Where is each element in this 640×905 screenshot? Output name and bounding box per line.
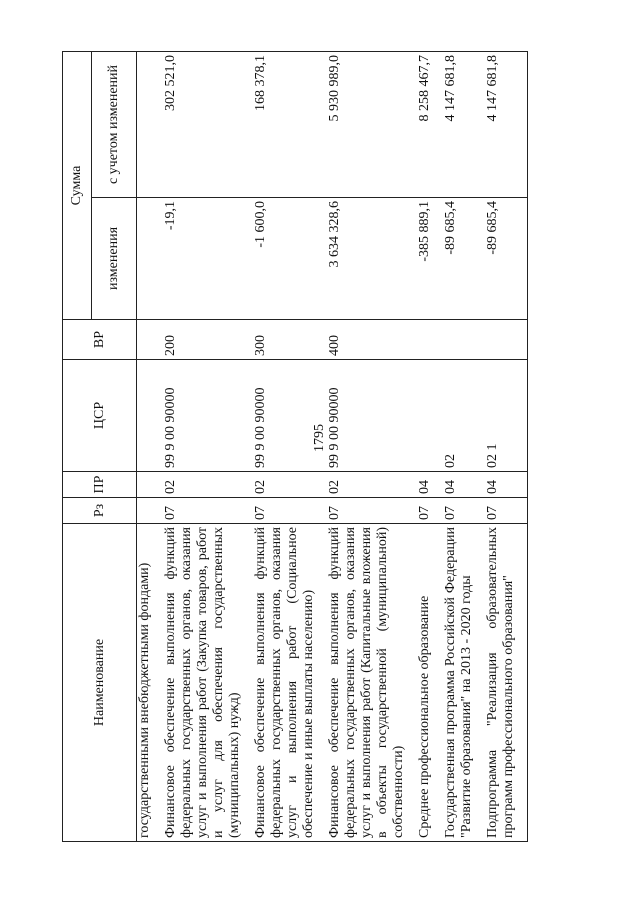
row-csr xyxy=(137,360,164,472)
row-name: государственными внебюджетными фондами) xyxy=(137,524,164,842)
row-vr xyxy=(485,320,528,360)
row-name: Финансовое обеспечение выполнения функций федеральных государственных органов, оказания услуг и выполнения работ (Капитальные вложения в объекты государственной (муниципальной) собственности) xyxy=(327,524,417,842)
row-rz: 07 xyxy=(327,498,417,524)
table-row xyxy=(137,52,164,842)
row-pr: 02 xyxy=(253,472,327,498)
header-with-change: с учетом изменений xyxy=(92,52,137,198)
row-rz: 07 xyxy=(485,498,528,524)
row-vr: 400 xyxy=(327,320,417,360)
row-pr: 04 xyxy=(485,472,528,498)
row-pr: 04 xyxy=(417,472,443,498)
row-pr: 04 xyxy=(443,472,485,498)
row-change: -1 600,0 xyxy=(253,198,327,320)
row-csr: 99 9 00 90000 xyxy=(253,360,327,472)
header-csr: ЦСР xyxy=(63,360,137,472)
header-change: изменения xyxy=(92,198,137,320)
table-row xyxy=(443,52,485,842)
budget-table-page xyxy=(62,52,592,842)
header-pr: ПР xyxy=(63,472,137,498)
row-pr: 02 xyxy=(327,472,417,498)
row-change: -19,1 xyxy=(163,198,253,320)
header-sum: Сумма xyxy=(63,52,92,320)
row-change: 3 634 328,6 xyxy=(327,198,417,320)
row-pr xyxy=(137,472,164,498)
row-vr xyxy=(417,320,443,360)
table-row xyxy=(417,52,443,842)
row-change: -89 685,4 xyxy=(443,198,485,320)
header-vr: ВР xyxy=(63,320,137,360)
row-total: 8 258 467,7 xyxy=(417,52,443,198)
row-csr: 99 9 00 90000 xyxy=(163,360,253,472)
row-vr: 300 xyxy=(253,320,327,360)
row-vr: 200 xyxy=(163,320,253,360)
header-name: Наименование xyxy=(63,524,137,842)
row-rz: 07 xyxy=(443,498,485,524)
row-total xyxy=(137,52,164,198)
row-pr: 02 xyxy=(163,472,253,498)
row-total: 4 147 681,8 xyxy=(443,52,485,198)
header-rz: Рз xyxy=(63,498,137,524)
page-number: 1795 xyxy=(312,424,327,452)
table-row xyxy=(253,52,327,842)
row-name: Подпрограмма "Реализация образовательных программ профессионального образования" xyxy=(485,524,528,842)
budget-table xyxy=(62,51,528,842)
row-change xyxy=(137,198,164,320)
row-name: Государственная программа Российской Федерации "Развитие образования" на 2013 - 2020 годы xyxy=(443,524,485,842)
row-total: 302 521,0 xyxy=(163,52,253,198)
row-rz: 07 xyxy=(417,498,443,524)
row-csr: 02 1 xyxy=(485,360,528,472)
row-total: 4 147 681,8 xyxy=(485,52,528,198)
row-csr: 02 xyxy=(443,360,485,472)
row-change: -89 685,4 xyxy=(485,198,528,320)
row-csr: 99 9 00 90000 xyxy=(327,360,417,472)
row-rz: 07 xyxy=(253,498,327,524)
row-change: -385 889,1 xyxy=(417,198,443,320)
table-row xyxy=(485,52,528,842)
row-csr xyxy=(417,360,443,472)
row-rz: 07 xyxy=(163,498,253,524)
row-name: Финансовое обеспечение выполнения функций федеральных государственных органов, оказания услуг и выполнения работ (Закупка товаров, работ и услуг для обеспечения государственных (муниципальных) нужд) xyxy=(163,524,253,842)
row-vr xyxy=(137,320,164,360)
row-name: Среднее профессиональное образование xyxy=(417,524,443,842)
table-row xyxy=(163,52,253,842)
row-vr xyxy=(443,320,485,360)
row-total: 168 378,1 xyxy=(253,52,327,198)
row-name: Финансовое обеспечение выполнения функций федеральных государственных органов, оказания услуг и выполнения работ (Социальное обеспечение и иные выплаты населению) xyxy=(253,524,327,842)
table-row xyxy=(327,52,417,842)
row-rz xyxy=(137,498,164,524)
row-total: 5 930 989,0 xyxy=(327,52,417,198)
